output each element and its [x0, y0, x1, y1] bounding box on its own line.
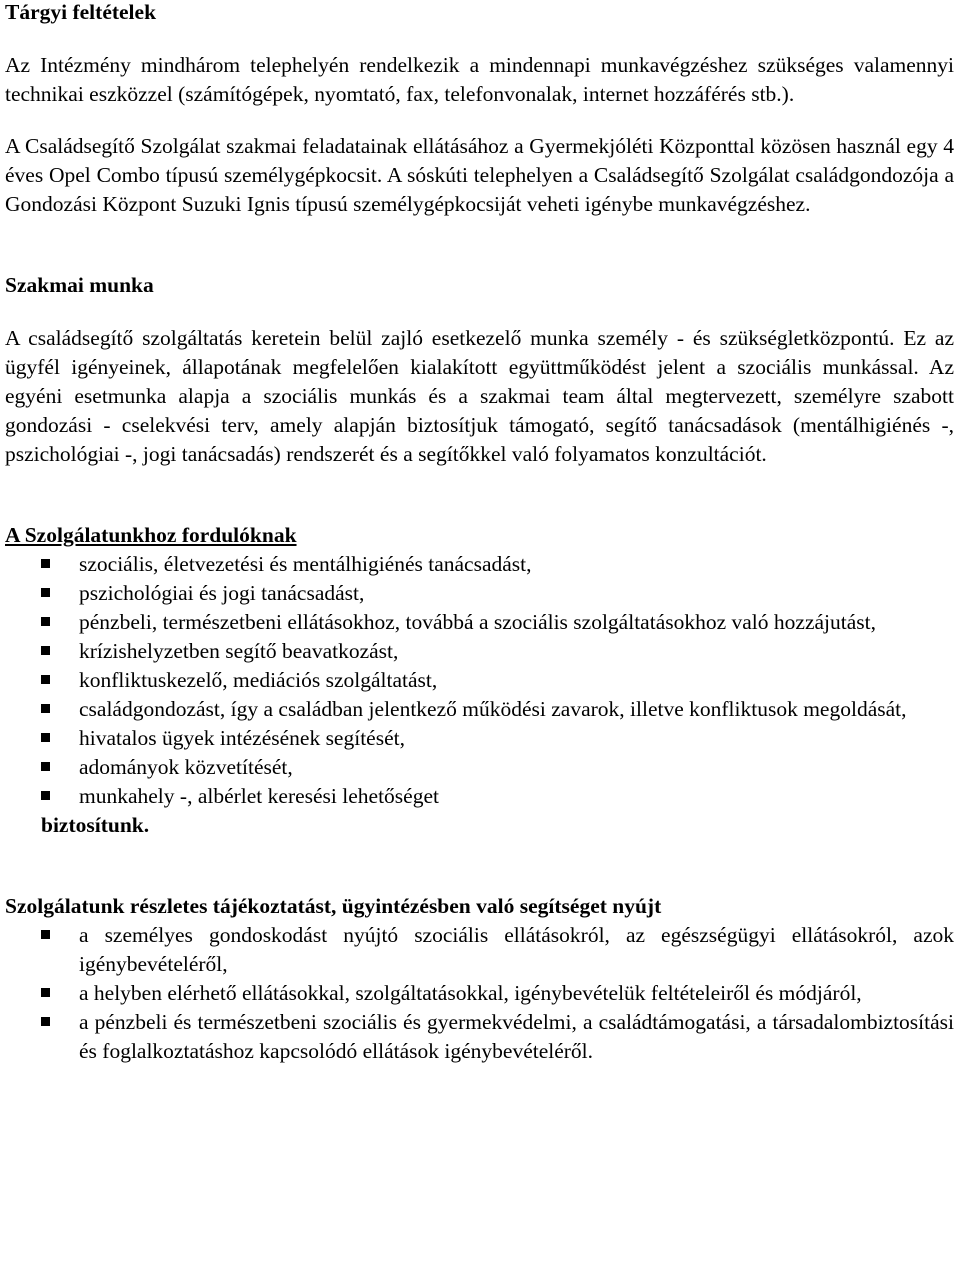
square-bullet-icon: [41, 675, 50, 684]
square-bullet-icon: [41, 646, 50, 655]
list-item: [5, 579, 954, 608]
list-item: [5, 979, 954, 1008]
heading-szakmai-munka: Szakmai munka: [5, 273, 154, 297]
list-item: [5, 1008, 954, 1066]
list-item: [5, 608, 954, 637]
closing-biztositunk: biztosítunk.: [41, 813, 150, 837]
square-bullet-icon: [41, 617, 50, 626]
square-bullet-icon: [41, 988, 50, 997]
list-item-text: a helyben elérhető ellátásokkal, szolgáltatásokkal, igénybevételük feltételeiről és módjáról,: [79, 981, 862, 1005]
square-bullet-icon: [41, 791, 50, 800]
paragraph-targyi-2: A Családsegítő Szolgálat szakmai feladatainak ellátásához a Gyermekjóléti Központtal közösen használ egy 4 éves Opel Combo típusú személygépkocsit. A sóskúti telephelyen a Családsegítő Szolgálat családgondozója a Gondozási Központ Suzuki Ignis típusú személygépkocsiját veheti igénybe munkavégzéshez.: [5, 134, 954, 216]
list-item: [5, 782, 954, 811]
list-item: [5, 666, 954, 695]
list-item-text: szociális, életvezetési és mentálhigiénés tanácsadást,: [79, 552, 532, 576]
square-bullet-icon: [41, 762, 50, 771]
heading-fordulok: A Szolgálatunkhoz fordulóknak: [5, 523, 297, 547]
list-item: [5, 724, 954, 753]
list-item-text: konfliktuskezelő, mediációs szolgáltatást,: [79, 668, 438, 692]
list-item-text: családgondozást, így a családban jelentkező működési zavarok, illetve konfliktusok megoldását,: [79, 697, 907, 721]
list-item-text: pénzbeli, természetbeni ellátásokhoz, továbbá a szociális szolgáltatásokhoz való hozzájutást,: [79, 610, 876, 634]
list-fordulok: [5, 550, 954, 811]
square-bullet-icon: [41, 704, 50, 713]
heading-targyi-feltetelek: Tárgyi feltételek: [5, 0, 157, 24]
list-item-text: munkahely -, albérlet keresési lehetőséget: [79, 784, 439, 808]
list-item-text: a pénzbeli és természetbeni szociális és gyermekvédelmi, a családtámogatási, a társadalombiztosítási és foglalkoztatáshoz kapcsolódó ellátások igénybevételéről.: [79, 1010, 954, 1063]
square-bullet-icon: [41, 1017, 50, 1026]
square-bullet-icon: [41, 930, 50, 939]
list-item: [5, 637, 954, 666]
list-item: [5, 921, 954, 979]
list-item-text: a személyes gondoskodást nyújtó szociális ellátásokról, az egészségügyi ellátásokról, azok igénybevételéről,: [79, 923, 954, 976]
list-item-text: hivatalos ügyek intézésének segítését,: [79, 726, 405, 750]
list-item: [5, 695, 954, 724]
list-item-text: krízishelyzetben segítő beavatkozást,: [79, 639, 399, 663]
list-item-text: adományok közvetítését,: [79, 755, 293, 779]
square-bullet-icon: [41, 733, 50, 742]
list-item-text: pszichológiai és jogi tanácsadást,: [79, 581, 365, 605]
list-tajekoztatas: [5, 921, 954, 1066]
square-bullet-icon: [41, 588, 50, 597]
list-item: [5, 550, 954, 579]
paragraph-targyi-1: Az Intézmény mindhárom telephelyén rendelkezik a mindennapi munkavégzéshez szükséges valamennyi technikai eszközzel (számítógépek, nyomtató, fax, telefonvonalak, internet hozzáférés stb.).: [5, 53, 954, 106]
heading-tajekoztatas: Szolgálatunk részletes tájékoztatást, ügyintézésben való segítséget nyújt: [5, 894, 662, 918]
list-item: [5, 753, 954, 782]
paragraph-szakmai-1: A családsegítő szolgáltatás keretein belül zajló esetkezelő munka személy - és szükségletközpontú. Ez az ügyfél igényeinek, állapotának megfelelően kialakított együttműködést jelent a szociális munkással. Az egyéni esetmunka alapja a szociális munkás és a szakmai team által megtervezett, személyre szabott gondozási - cselekvési terv, amely alapján biztosítjuk támogató, segítő tanácsadások (mentálhigiénés -, pszichológiai -, jogi tanácsadás) rendszerét és a segítőkkel való folyamatos konzultációt.: [5, 326, 954, 466]
square-bullet-icon: [41, 559, 50, 568]
